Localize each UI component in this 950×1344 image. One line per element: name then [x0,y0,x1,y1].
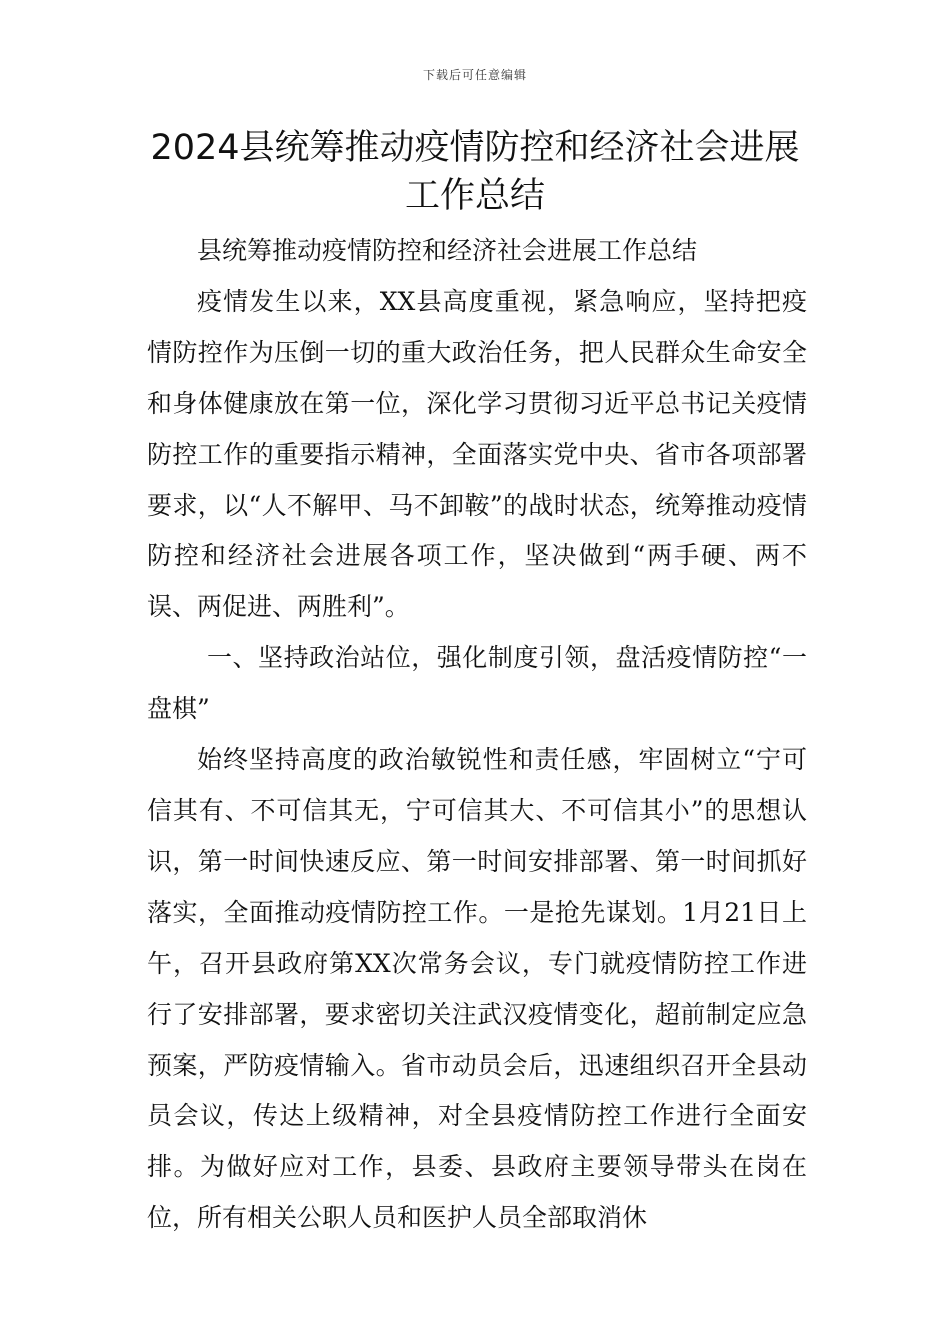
section-heading: 一、坚持政治站位，强化制度引领，盘活疫情防控“一盘棋” [147,643,807,724]
document-body [147,226,807,1244]
title-line-1: 2024县统筹推动疫情防控和经济社会进展 [150,128,800,168]
document-title [140,124,810,220]
title-line-2: 工作总结 [404,176,545,216]
subtitle-paragraph: 县统筹推动疫情防控和经济社会进展工作总结 [197,236,698,265]
header-note: 下载后可任意编辑 [422,68,527,82]
body-paragraph: 疫情发生以来，XX县高度重视，紧急响应，坚持把疫情防控作为压倒一切的重大政治任务，把人民群众生命安全和身体健康放在第一位，深化学习贯彻习近平总书记关疫情防控工作的重要指示精神，全面落实党中央、省市各项部署要求，以“人不解甲、马不卸鞍”的战时状态，统筹推动疫情防控和经济社会进展各项工作，坚决做到“两手硬、两不误、两促进、两胜利”。 [147,286,807,622]
body-paragraph: 始终坚持高度的政治敏锐性和责任感，牢固树立“宁可信其有、不可信其无，宁可信其大、不可信其小”的思想认识，第一时间快速反应、第一时间安排部署、第一时间抓好落实，全面推动疫情防控工作。一是抢先谋划。1月21日上午，召开县政府第XX次常务会议，专门就疫情防控工作进行了安排部署，要求密切关注武汉疫情变化，超前制定应急预案，严防疫情输入。省市动员会后，迅速组织召开全县动员会议，传达上级精神，对全县疫情防控工作进行全面安排。为做好应对工作，县委、县政府主要领导带头在岗在位，所有相关公职人员和医护人员全部取消休 [147,745,807,1233]
